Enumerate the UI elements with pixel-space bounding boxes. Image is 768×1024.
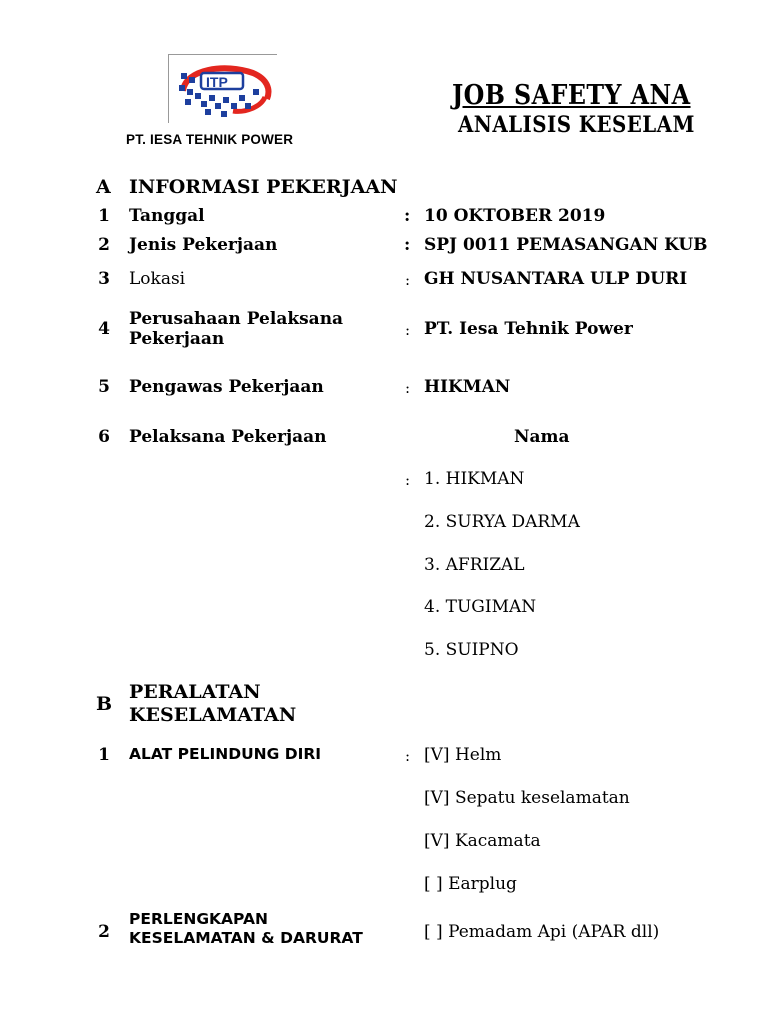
row-value-perusahaan: PT. Iesa Tehnik Power [424,319,633,339]
row-value-tanggal: 10 OKTOBER 2019 [424,206,606,226]
row-number: 5 [98,377,110,397]
row-label-apd: ALAT PELINDUNG DIRI [129,745,322,763]
document-subtitle: ANALISIS KESELAM [458,112,695,138]
checklist-item: [ ] Earplug [424,874,517,894]
checklist-item: [V] Sepatu keselamatan [424,788,630,808]
row-colon: : [404,206,411,226]
row-label-perlengkapan: PERLENGKAPAN KESELAMATAN & DARURAT [129,910,363,947]
workers-colon: : [405,471,411,489]
row-number: 2 [98,922,110,942]
itp-logo-icon [175,61,275,121]
row-value-pengawas: HIKMAN [424,377,511,397]
row-colon: : [405,379,411,397]
checklist-item: [V] Kacamata [424,831,541,851]
row-number: 6 [98,427,110,447]
row-colon: : [405,747,411,765]
row-label-pengawas: Pengawas Pekerjaan [129,377,324,397]
company-logo [168,54,277,123]
svg-text:ITP: ITP [206,74,228,90]
row-number: 2 [98,235,110,255]
row-number: 3 [98,269,110,289]
row-label-perusahaan: Perusahaan Pelaksana Pekerjaan [129,309,344,350]
document-title: JOB SAFETY ANA [452,80,691,111]
row-number: 4 [98,319,110,339]
checklist-item: [V] Helm [424,745,502,765]
row-value-lokasi: GH NUSANTARA ULP DURI [424,269,688,289]
checklist-item: [ ] Pemadam Api (APAR dll) [424,922,660,942]
workers-column-header: Nama [514,427,570,447]
section-b-title: PERALATAN KESELAMATAN [129,681,297,726]
row-number: 1 [98,745,110,765]
company-name: PT. IESA TEHNIK POWER [126,132,294,147]
section-a-letter: A [96,176,111,198]
row-label-jenis-pekerjaan: Jenis Pekerjaan [129,235,278,255]
row-label-pelaksana: Pelaksana Pekerjaan [129,427,327,447]
row-value-jenis-pekerjaan: SPJ 0011 PEMASANGAN KUB [424,235,708,255]
row-colon: : [405,271,411,289]
row-label-lokasi: Lokasi [129,269,186,289]
worker-item: 5. SUIPNO [424,640,519,660]
section-a-title: INFORMASI PEKERJAAN [129,176,398,198]
row-number: 1 [98,206,110,226]
row-colon: : [404,235,411,255]
row-colon: : [405,321,411,339]
section-b-letter: B [96,693,113,715]
row-label-tanggal: Tanggal [129,206,205,226]
worker-item: 2. SURYA DARMA [424,512,580,532]
worker-item: 1. HIKMAN [424,469,525,489]
worker-item: 3. AFRIZAL [424,555,525,575]
worker-item: 4. TUGIMAN [424,597,537,617]
